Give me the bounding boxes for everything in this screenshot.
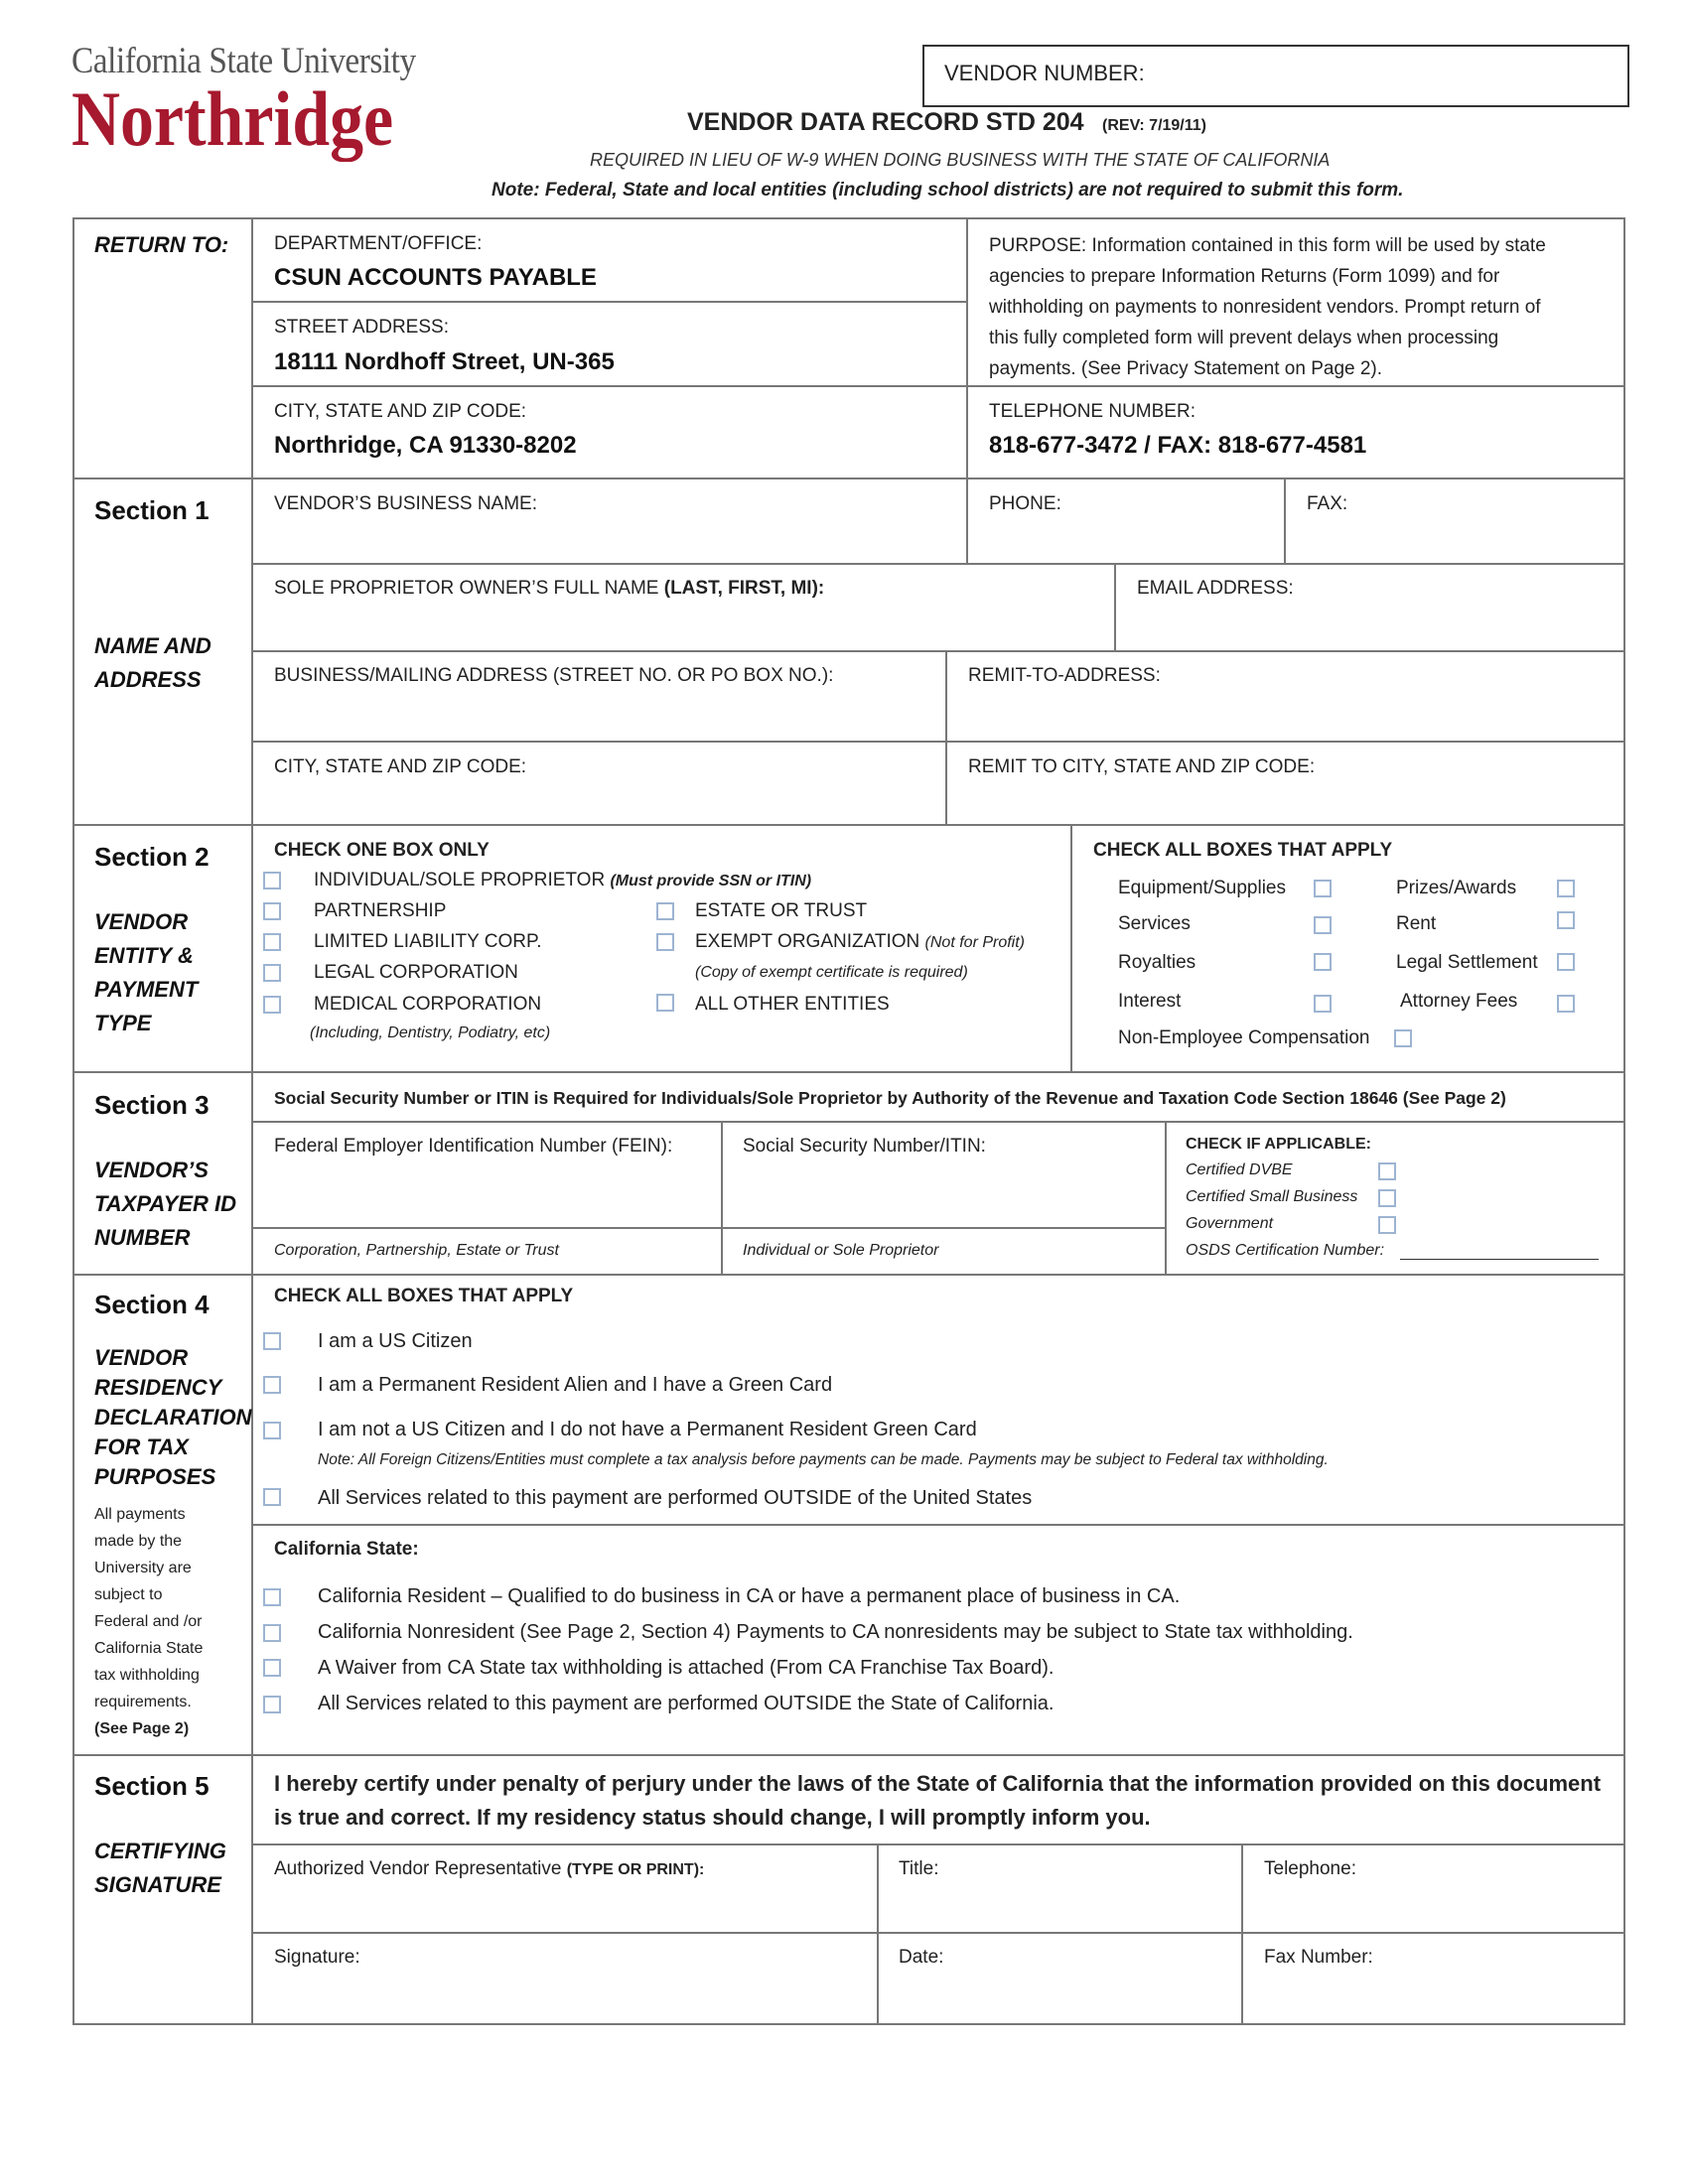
section1-title: Section 1	[94, 495, 210, 525]
certification-line: is true and correct. If my residency status should change, I will promptly inform you.	[274, 1805, 1151, 1830]
vendor-number-label: VENDOR NUMBER:	[944, 61, 1145, 85]
subtitle-line: NAME AND	[94, 633, 211, 658]
section4-title: Section 4	[94, 1290, 210, 1319]
permanent-resident-checkbox[interactable]	[263, 1376, 281, 1394]
subtitle-line: TAXPAYER ID	[94, 1191, 237, 1216]
side-note-line: Federal and /or	[94, 1613, 203, 1630]
subtitle-line: ADDRESS	[94, 667, 202, 692]
signature-field[interactable]: Signature:	[274, 1947, 360, 1968]
email-field[interactable]: EMAIL ADDRESS:	[1137, 578, 1294, 599]
purpose-line: agencies to prepare Information Returns (Form 1099) and for	[989, 266, 1500, 287]
other-entities-label: ALL OTHER ENTITIES	[695, 994, 890, 1015]
subtitle-line: DECLARATION	[94, 1405, 252, 1430]
check-all-heading: CHECK ALL BOXES THAT APPLY	[1093, 840, 1393, 861]
exempt-checkbox[interactable]	[656, 933, 674, 951]
ca-outside-checkbox[interactable]	[263, 1696, 281, 1713]
legal-corp-label: LEGAL CORPORATION	[314, 962, 518, 983]
remit-address-field[interactable]: REMIT-TO-ADDRESS:	[968, 665, 1161, 686]
side-note-line: tax withholding	[94, 1667, 200, 1684]
date-field[interactable]: Date:	[899, 1947, 944, 1968]
certification-line: I hereby certify under penalty of perjury under the laws of the State of California that the information provided on this document	[274, 1771, 1602, 1796]
not-citizen-label: I am not a US Citizen and I do not have a Permanent Resident Green Card	[318, 1419, 977, 1440]
purpose-line: payments. (See Privacy Statement on Page 2).	[989, 358, 1383, 379]
logo-university-name: California State University	[71, 41, 416, 81]
individual-text: INDIVIDUAL/SOLE PROPRIETOR	[314, 870, 611, 890]
return-city-value: Northridge, CA 91330-8202	[274, 432, 577, 459]
royalties-label: Royalties	[1118, 952, 1196, 973]
prizes-label: Prizes/Awards	[1396, 878, 1517, 898]
legal-corp-checkbox[interactable]	[263, 964, 281, 982]
subtitle-line: VENDOR’S	[94, 1158, 209, 1182]
section2-title: Section 2	[94, 842, 210, 872]
telephone-field[interactable]: Telephone:	[1264, 1858, 1356, 1879]
owner-name-label: SOLE PROPRIETOR OWNER’S FULL NAME	[274, 578, 664, 599]
llc-label: LIMITED LIABILITY CORP.	[314, 931, 542, 952]
attorney-fees-checkbox[interactable]	[1557, 995, 1575, 1013]
side-note-line: All payments	[94, 1506, 186, 1523]
phone-field[interactable]: PHONE:	[989, 493, 1061, 514]
subtitle-line: TYPE	[94, 1011, 152, 1035]
mailing-address-field[interactable]: BUSINESS/MAILING ADDRESS (STREET NO. OR PO BOX NO.):	[274, 665, 834, 686]
fax-field[interactable]: FAX:	[1307, 493, 1348, 514]
government-checkbox[interactable]	[1378, 1216, 1396, 1234]
not-citizen-checkbox[interactable]	[263, 1422, 281, 1439]
rent-checkbox[interactable]	[1557, 911, 1575, 929]
city-field[interactable]: CITY, STATE AND ZIP CODE:	[274, 756, 527, 777]
other-entities-checkbox[interactable]	[656, 994, 674, 1012]
ca-outside-label: All Services related to this payment are performed OUTSIDE the State of California.	[318, 1693, 1055, 1714]
individual-note: (Must provide SSN or ITIN)	[610, 873, 812, 889]
legal-settlement-label: Legal Settlement	[1396, 952, 1538, 973]
logo-campus-name: Northridge	[71, 75, 394, 162]
small-business-checkbox[interactable]	[1378, 1189, 1396, 1207]
ca-resident-checkbox[interactable]	[263, 1588, 281, 1606]
medical-corp-checkbox[interactable]	[263, 996, 281, 1014]
section5-subtitle	[94, 1835, 226, 1902]
permanent-resident-label: I am a Permanent Resident Alien and I have a Green Card	[318, 1374, 833, 1396]
non-employee-label: Non-Employee Compensation	[1118, 1027, 1370, 1048]
purpose-line: this fully completed form will prevent delays when processing	[989, 328, 1499, 348]
estate-checkbox[interactable]	[656, 902, 674, 920]
side-note-ref: (See Page 2)	[94, 1720, 190, 1737]
prizes-checkbox[interactable]	[1557, 880, 1575, 897]
outside-us-checkbox[interactable]	[263, 1488, 281, 1506]
form-subtitle: REQUIRED IN LIEU OF W-9 WHEN DOING BUSINESS WITH THE STATE OF CALIFORNIA	[590, 150, 1331, 170]
title-field[interactable]: Title:	[899, 1858, 939, 1879]
subtitle-line: NUMBER	[94, 1225, 191, 1250]
purpose-text	[989, 230, 1546, 384]
ca-resident-label: California Resident – Qualified to do business in CA or have a permanent place of business in CA.	[318, 1585, 1181, 1607]
exempt-note: (Not for Profit)	[924, 934, 1026, 951]
california-state-heading: California State:	[274, 1539, 419, 1560]
ca-waiver-label: A Waiver from CA State tax withholding is attached (From CA Franchise Tax Board).	[318, 1657, 1055, 1679]
small-business-label: Certified Small Business	[1186, 1188, 1358, 1205]
side-note-line: University are	[94, 1560, 192, 1576]
exempt-label	[695, 931, 1025, 953]
dvbe-checkbox[interactable]	[1378, 1162, 1396, 1180]
subtitle-line: PAYMENT	[94, 977, 199, 1002]
form-title-text: VENDOR DATA RECORD STD 204	[687, 108, 1084, 136]
ca-nonresident-checkbox[interactable]	[263, 1624, 281, 1642]
exempt-text: EXEMPT ORGANIZATION	[695, 931, 925, 952]
section4-side-note	[94, 1501, 203, 1742]
section2-subtitle	[94, 905, 198, 1040]
department-value: CSUN ACCOUNTS PAYABLE	[274, 264, 597, 291]
non-employee-checkbox[interactable]	[1394, 1029, 1412, 1047]
subtitle-line: VENDOR	[94, 1345, 189, 1370]
legal-settlement-checkbox[interactable]	[1557, 953, 1575, 971]
logo	[71, 40, 454, 162]
form-revision: (REV: 7/19/11)	[1102, 117, 1206, 134]
side-note-line: made by the	[94, 1533, 183, 1550]
equipment-label: Equipment/Supplies	[1118, 878, 1286, 898]
us-citizen-checkbox[interactable]	[263, 1332, 281, 1350]
certification-statement	[274, 1767, 1601, 1835]
services-label: Services	[1118, 913, 1191, 934]
individual-label	[314, 870, 811, 891]
form-note: Note: Federal, State and local entities (including school districts) are not required to submit this form.	[492, 180, 1404, 201]
section4-subtitle	[94, 1343, 251, 1492]
check-one-heading: CHECK ONE BOX ONLY	[274, 840, 490, 861]
telephone-value: 818-677-3472 / FAX: 818-677-4581	[989, 432, 1367, 459]
ca-nonresident-label: California Nonresident (See Page 2, Section 4) Payments to CA nonresidents may be subject to State tax withholding.	[318, 1621, 1353, 1643]
outside-us-label: All Services related to this payment are performed OUTSIDE of the United States	[318, 1487, 1033, 1509]
vendor-number-box[interactable]	[922, 45, 1629, 107]
form-title	[687, 108, 1206, 137]
estate-label: ESTATE OR TRUST	[695, 900, 868, 921]
purpose-line: withholding on payments to nonresident vendors. Prompt return of	[989, 297, 1541, 318]
dvbe-label: Certified DVBE	[1186, 1161, 1293, 1178]
section3-subtitle	[94, 1154, 236, 1255]
foreign-note: Note: All Foreign Citizens/Entities must complete a tax analysis before payments can be made. Payments may be subject to Federal tax withholding.	[318, 1451, 1329, 1468]
government-label: Government	[1186, 1215, 1274, 1232]
owner-name-format: (LAST, FIRST, MI):	[663, 578, 825, 599]
representative-label: Authorized Vendor Representative	[274, 1858, 567, 1879]
section3-title: Section 3	[94, 1090, 210, 1120]
representative-field[interactable]	[274, 1858, 704, 1880]
remit-city-field[interactable]: REMIT TO CITY, STATE AND ZIP CODE:	[968, 756, 1316, 777]
llc-checkbox[interactable]	[263, 933, 281, 951]
rent-label: Rent	[1396, 913, 1437, 934]
side-note-line: subject to	[94, 1586, 163, 1603]
us-citizen-label: I am a US Citizen	[318, 1330, 473, 1352]
ssn-note: Individual or Sole Proprietor	[743, 1242, 939, 1259]
ssn-field[interactable]: Social Security Number/ITIN:	[743, 1136, 986, 1157]
fax-number-field[interactable]: Fax Number:	[1264, 1947, 1373, 1968]
subtitle-line: RESIDENCY	[94, 1375, 222, 1400]
street-value: 18111 Nordhoff Street, UN-365	[274, 348, 615, 375]
equipment-checkbox[interactable]	[1314, 880, 1332, 897]
services-checkbox[interactable]	[1314, 916, 1332, 934]
interest-checkbox[interactable]	[1314, 995, 1332, 1013]
subtitle-line: ENTITY &	[94, 943, 194, 968]
osds-input-line[interactable]	[1400, 1259, 1599, 1260]
partnership-label: PARTNERSHIP	[314, 900, 447, 921]
medical-corp-note: (Including, Dentistry, Podiatry, etc)	[310, 1024, 551, 1041]
owner-name-field[interactable]	[274, 578, 824, 600]
fein-note: Corporation, Partnership, Estate or Trust	[274, 1242, 559, 1259]
medical-corp-label: MEDICAL CORPORATION	[314, 994, 542, 1015]
subtitle-line: PURPOSES	[94, 1464, 216, 1489]
partnership-checkbox[interactable]	[263, 902, 281, 920]
subtitle-line: SIGNATURE	[94, 1872, 221, 1897]
attorney-fees-label: Attorney Fees	[1400, 991, 1518, 1012]
department-label: DEPARTMENT/OFFICE:	[274, 233, 483, 254]
subtitle-line: VENDOR	[94, 909, 189, 934]
residency-check-all: CHECK ALL BOXES THAT APPLY	[274, 1286, 574, 1306]
section1-subtitle	[94, 629, 211, 697]
osds-label: OSDS Certification Number:	[1186, 1242, 1385, 1259]
individual-checkbox[interactable]	[263, 872, 281, 889]
representative-format: (TYPE OR PRINT):	[566, 1861, 705, 1878]
interest-label: Interest	[1118, 991, 1182, 1012]
ca-waiver-checkbox[interactable]	[263, 1659, 281, 1677]
side-note-line: requirements.	[94, 1694, 192, 1710]
telephone-label: TELEPHONE NUMBER:	[989, 401, 1196, 422]
check-if-applicable: CHECK IF APPLICABLE:	[1186, 1136, 1371, 1153]
exempt-copy-note: (Copy of exempt certificate is required)	[695, 964, 968, 981]
street-label: STREET ADDRESS:	[274, 317, 449, 338]
taxpayer-requirement: Social Security Number or ITIN is Required for Individuals/Sole Proprietor by Authority of the Revenue and Taxation Code Section 18646 (See Page 2)	[274, 1088, 1506, 1108]
section5-title: Section 5	[94, 1771, 210, 1801]
fein-field[interactable]: Federal Employer Identification Number (FEIN):	[274, 1136, 673, 1157]
royalties-checkbox[interactable]	[1314, 953, 1332, 971]
subtitle-line: CERTIFYING	[94, 1839, 226, 1863]
return-city-label: CITY, STATE AND ZIP CODE:	[274, 401, 527, 422]
subtitle-line: FOR TAX	[94, 1434, 189, 1459]
side-note-line: California State	[94, 1640, 204, 1657]
business-name-field[interactable]: VENDOR’S BUSINESS NAME:	[274, 493, 537, 514]
purpose-line: PURPOSE: Information contained in this form will be used by state	[989, 235, 1546, 256]
return-to-label: RETURN TO:	[94, 232, 229, 257]
